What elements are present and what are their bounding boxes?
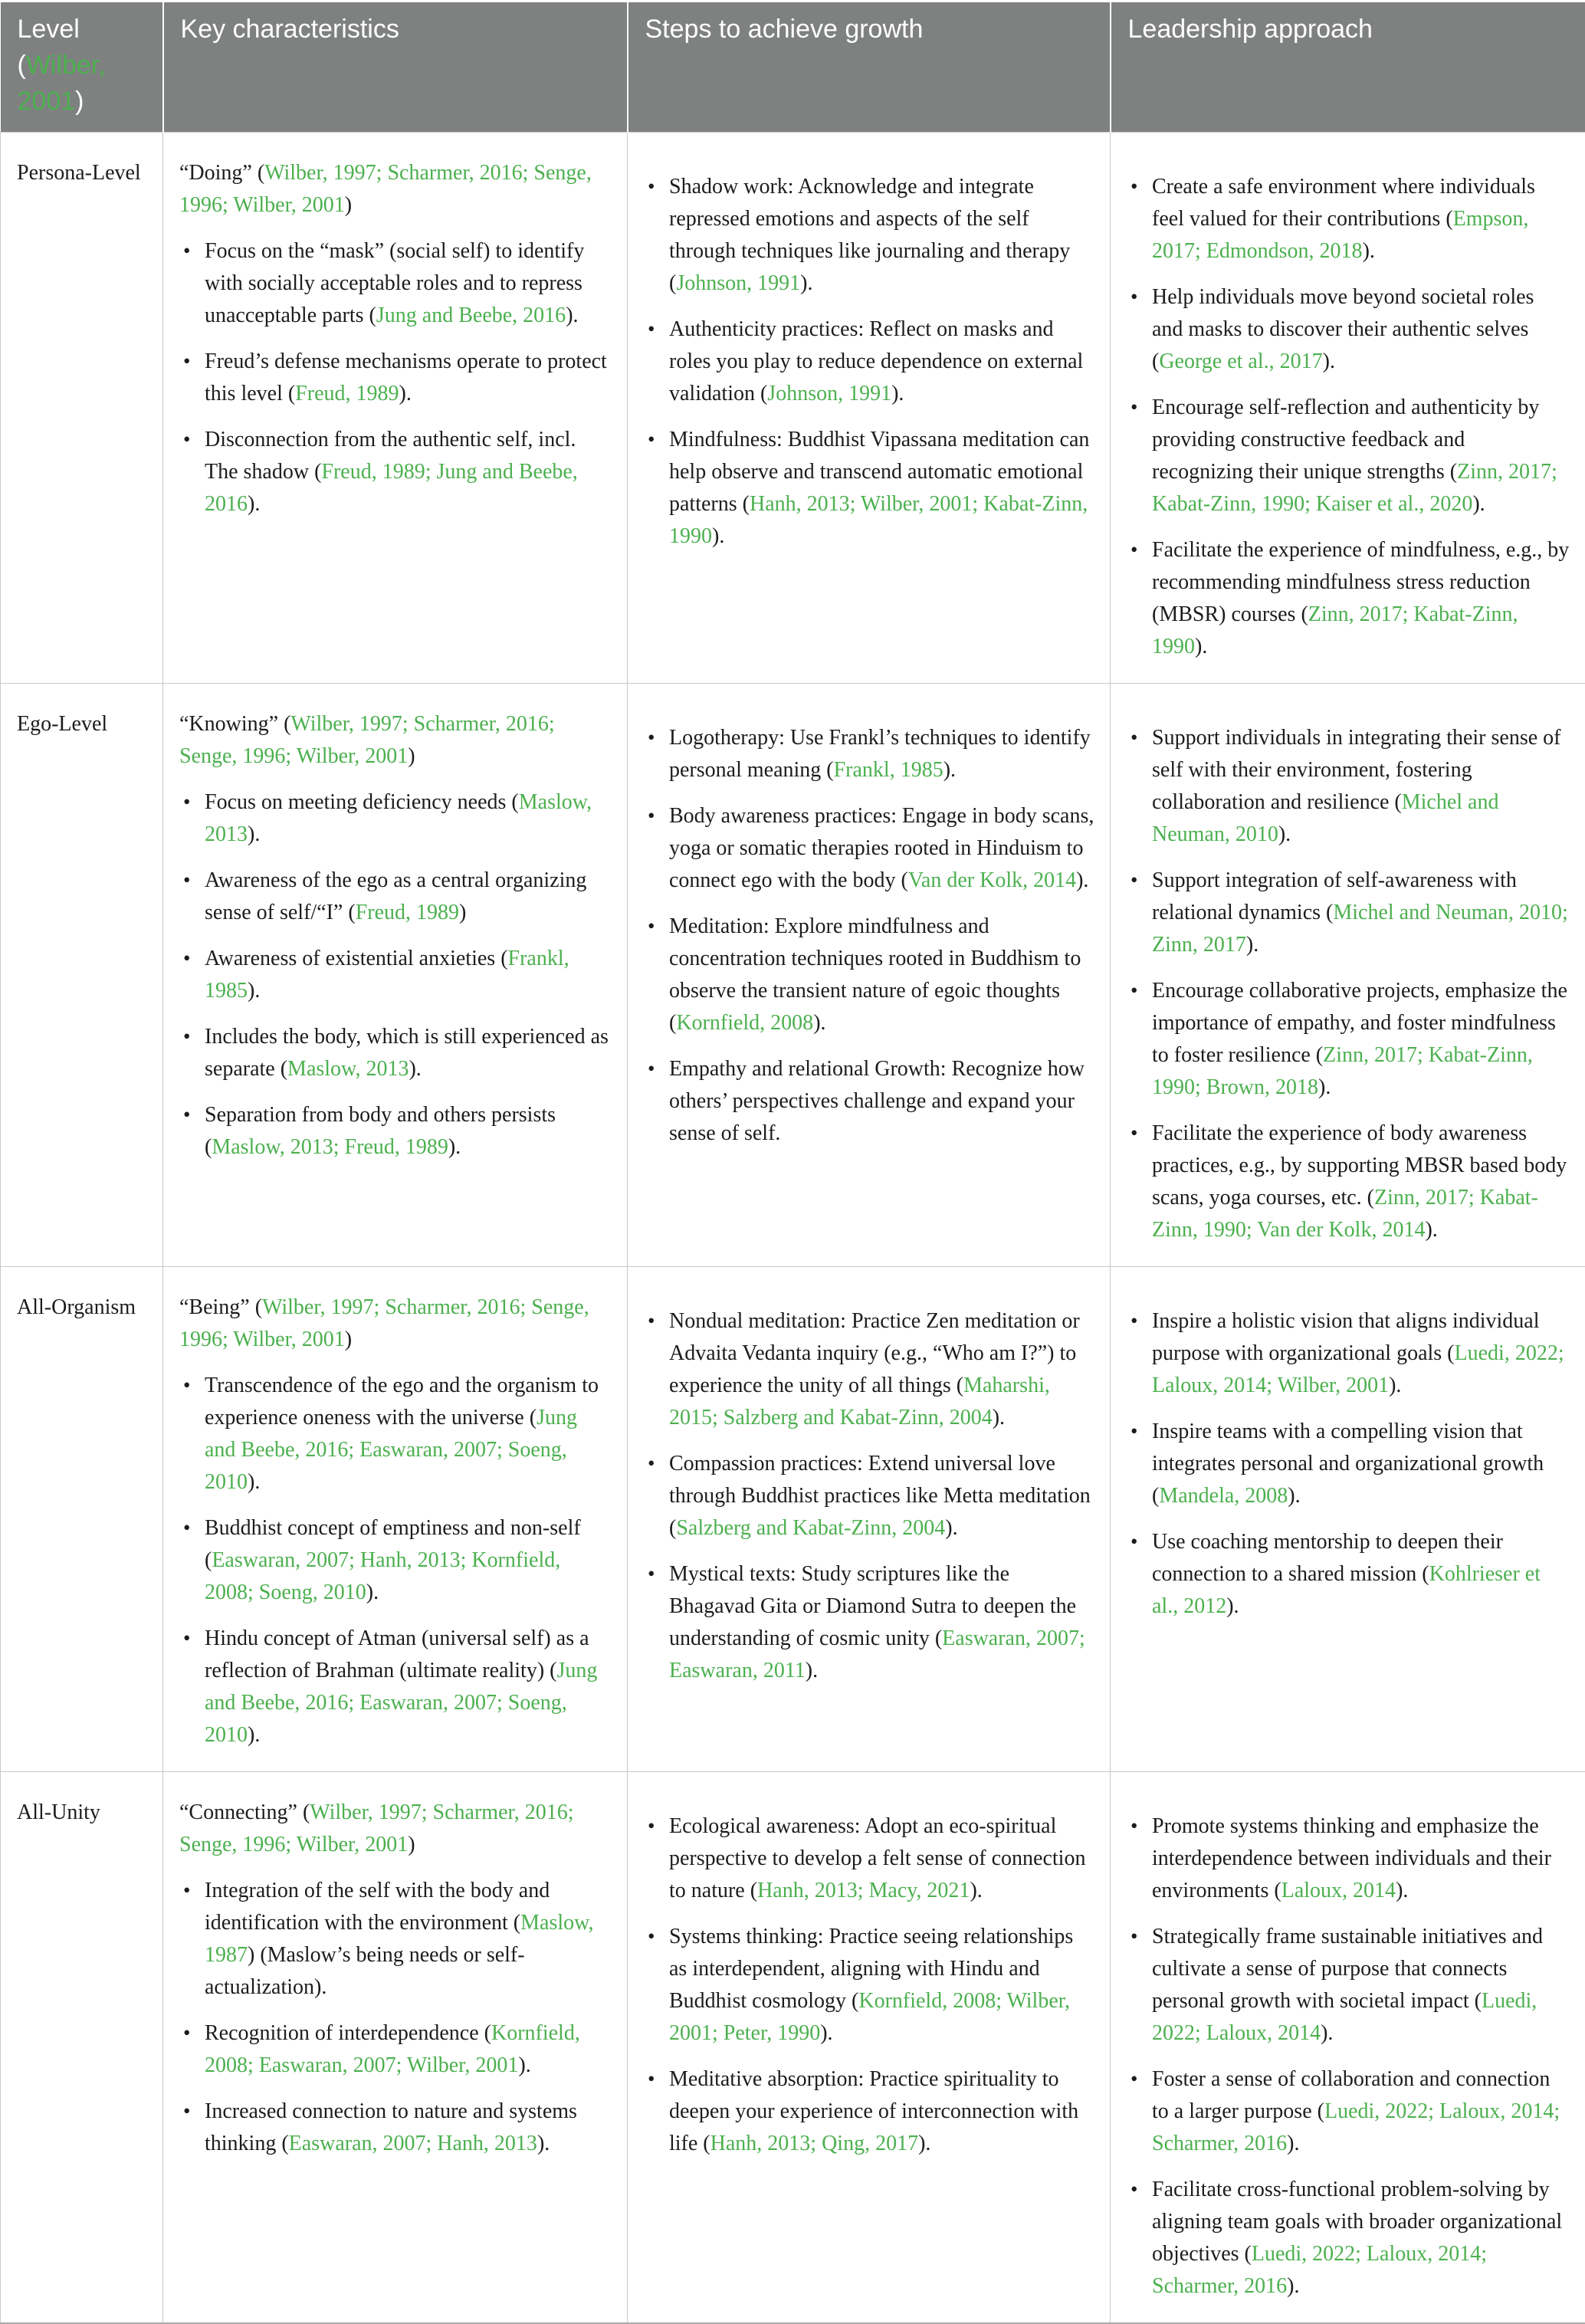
text-segment: ). — [248, 1470, 260, 1494]
citation-link[interactable]: Michel and Neuman, 2010; Zinn, 2017 — [1152, 901, 1568, 957]
text-segment: Foster a sense of collaboration and connection to a larger purpose ( — [1152, 2067, 1550, 2123]
bullet-list — [644, 722, 1094, 1150]
text-segment: Integration of the self with the body and identification with the environment ( — [205, 1879, 550, 1935]
text-segment: Encourage self-reflection and authenticity by providing constructive feedback and recognizing their unique strengths ( — [1152, 396, 1539, 484]
header-leadership: Leadership approach — [1111, 2, 1585, 133]
citation-link[interactable]: Wilber, 1997; Scharmer, 2016; Senge, 1996; Wilber, 2001 — [179, 1295, 589, 1351]
text-segment: Create a safe environment where individuals feel valued for their contributions ( — [1152, 175, 1535, 231]
list-item — [179, 1623, 612, 1751]
text-segment: ). — [1396, 1879, 1408, 1902]
header-key-characteristics: Key characteristics — [163, 2, 628, 133]
cell-intro — [179, 1292, 612, 1356]
citation-link[interactable]: Maslow, 2013 — [287, 1057, 409, 1081]
bullet-list — [644, 1810, 1094, 2160]
cell-steps — [628, 133, 1111, 684]
citation-link[interactable]: Easwaran, 2007; Hanh, 2013; Kornfield, 2008; Soeng, 2010 — [205, 1548, 560, 1604]
text-segment: ). — [366, 1581, 379, 1604]
text-segment: ). — [820, 2021, 832, 2045]
text-segment: Facilitate cross-functional problem-solving by aligning team goals with broader organizational objectives ( — [1152, 2178, 1562, 2266]
citation-link[interactable]: Luedi, 2022; Laloux, 2014; Scharmer, 2016 — [1152, 2099, 1560, 2155]
text-segment: ). — [409, 1057, 421, 1081]
list-item — [1127, 722, 1570, 851]
citation-link[interactable]: Hanh, 2013; Macy, 2021 — [757, 1879, 970, 1902]
text-segment: ). — [248, 979, 260, 1003]
text-segment: Meditation: Explore mindfulness and concentration techniques rooted in Buddhism to observe the transient nature of egoic thoughts ( — [669, 914, 1081, 1035]
text-segment: Focus on meeting deficiency needs ( — [205, 790, 519, 814]
list-item — [644, 2063, 1094, 2160]
citation-link[interactable]: Freud, 1989 — [295, 382, 399, 405]
citation-link[interactable]: Wilber, 1997; Scharmer, 2016; Senge, 1996; Wilber, 2001 — [179, 161, 592, 217]
text-segment: Hindu concept of Atman (universal self) as a reflection of Brahman (ultimate reality) ( — [205, 1626, 589, 1682]
list-item — [644, 722, 1094, 786]
list-item — [644, 1448, 1094, 1544]
list-item — [1127, 1526, 1570, 1623]
text-segment: ). — [1278, 822, 1291, 846]
text-segment: ). — [248, 822, 260, 846]
text-segment: ). — [1288, 1484, 1300, 1508]
cell-steps — [628, 1772, 1111, 2324]
cell-leadership — [1111, 1772, 1585, 2324]
cell-level: Persona-Level — [1, 133, 163, 684]
text-segment: “Connecting” ( — [179, 1800, 310, 1824]
text-segment: ). — [1425, 1218, 1437, 1242]
text-segment: ). — [1287, 2274, 1299, 2298]
text-segment: ) (Maslow’s being needs or self-actualization). — [205, 1943, 525, 1999]
list-item — [644, 424, 1094, 553]
list-item — [1127, 1810, 1570, 1907]
text-segment: ). — [518, 2053, 530, 2077]
citation-link[interactable]: Johnson, 1991 — [767, 382, 891, 405]
citation-link[interactable]: Frankl, 1985 — [205, 947, 569, 1003]
text-segment: Disconnection from the authentic self, incl. The shadow ( — [205, 428, 576, 484]
bullet-list — [179, 1370, 612, 1751]
text-segment: Help individuals move beyond societal roles and masks to discover their authentic selves ( — [1152, 285, 1534, 373]
citation-link[interactable]: Kohlrieser et al., 2012 — [1152, 1562, 1541, 1618]
cell-steps — [628, 684, 1111, 1267]
list-item — [1127, 2063, 1570, 2160]
list-item — [644, 1810, 1094, 1907]
text-segment: ) — [75, 87, 84, 116]
text-segment: ). — [1472, 492, 1485, 516]
citation-link[interactable]: Maslow, 2013 — [205, 790, 592, 846]
citation-link[interactable]: Wilber, 1997; Scharmer, 2016; Senge, 1996; Wilber, 2001 — [179, 1800, 574, 1856]
citation-link[interactable]: Van der Kolk, 2014 — [908, 868, 1076, 892]
text-segment: ). — [806, 1659, 818, 1682]
text-segment: ) — [345, 1328, 352, 1351]
text-segment: Inspire a holistic vision that aligns individual purpose with organizational goals ( — [1152, 1309, 1540, 1365]
text-segment: Nondual meditation: Practice Zen meditation or Advaita Vedanta inquiry (e.g., “Who am I?”) to experience the unity of all things ( — [669, 1309, 1080, 1397]
citation-link[interactable]: Luedi, 2022; Laloux, 2014; Scharmer, 2016 — [1152, 2242, 1487, 2298]
text-segment: Awareness of the ego as a central organizing sense of self/“I” ( — [205, 868, 586, 924]
text-segment: ). — [1323, 350, 1335, 373]
text-segment: Support individuals in integrating their sense of self with their environment, fostering collaboration and resilience ( — [1152, 726, 1560, 814]
list-item — [179, 235, 612, 332]
header-steps: Steps to achieve growth — [628, 2, 1111, 133]
bullet-list — [644, 171, 1094, 553]
list-item — [644, 1305, 1094, 1434]
cell-leadership — [1111, 133, 1585, 684]
text-segment: Empathy and relational Growth: Recognize how others’ perspectives challenge and expand your sense of self. — [669, 1057, 1085, 1145]
text-segment: ). — [1076, 868, 1088, 892]
text-segment: ). — [1321, 2021, 1333, 2045]
citation-link[interactable]: Easwaran, 2007; Hanh, 2013 — [289, 2132, 537, 2155]
text-segment: Promote systems thinking and emphasize the interdependence between individuals and their environments ( — [1152, 1814, 1551, 1902]
text-segment: Inspire teams with a compelling vision that integrates personal and organizational growth ( — [1152, 1420, 1544, 1508]
cell-intro — [179, 708, 612, 773]
list-item — [1127, 865, 1570, 961]
citation-link[interactable]: Luedi, 2022; Laloux, 2014 — [1152, 1989, 1537, 2045]
list-item — [1127, 2174, 1570, 2303]
text-segment: Buddhist concept of emptiness and non-self ( — [205, 1516, 581, 1572]
text-segment: Systems thinking: Practice seeing relationships as interdependent, aligning with Hindu and Buddhist cosmology ( — [669, 1925, 1073, 2013]
text-segment: Freud’s defense mechanisms operate to protect this level ( — [205, 350, 607, 405]
bullet-list — [1127, 171, 1570, 663]
list-item — [179, 1099, 612, 1164]
list-item — [179, 346, 612, 410]
text-segment: ). — [993, 1406, 1005, 1430]
cell-leadership — [1111, 1267, 1585, 1772]
citation-link[interactable]: Frankl, 1985 — [834, 758, 943, 782]
citation-link[interactable]: Kornfield, 2008; Easwaran, 2007; Wilber, 2001 — [205, 2021, 580, 2077]
list-item — [179, 865, 612, 929]
citation-link[interactable]: Zinn, 2017; Kabat-Zinn, 1990; Brown, 2018 — [1152, 1043, 1533, 1099]
table-row — [1, 1267, 1585, 1772]
text-segment: ). — [712, 524, 724, 548]
list-item — [1127, 1921, 1570, 2050]
citation-link[interactable]: Maharshi, 2015; Salzberg and Kabat-Zinn, 2004 — [669, 1374, 1050, 1430]
text-segment: ). — [248, 1723, 260, 1747]
citation-link[interactable]: Maslow, 1987 — [205, 1911, 594, 1967]
bullet-list — [1127, 1305, 1570, 1623]
list-item — [179, 2096, 612, 2160]
list-item — [1127, 975, 1570, 1104]
text-segment: Focus on the “mask” (social self) to identify with socially acceptable roles and to repress unacceptable parts ( — [205, 239, 584, 327]
cell-level: All-Organism — [1, 1267, 163, 1772]
list-item — [644, 1053, 1094, 1150]
list-item — [1127, 1118, 1570, 1246]
text-segment: ) — [408, 744, 415, 768]
table-body — [1, 133, 1585, 2324]
text-segment: Strategically frame sustainable initiatives and cultivate a sense of purpose that connects personal growth with societal impact ( — [1152, 1925, 1543, 2013]
text-segment: Support integration of self-awareness with relational dynamics ( — [1152, 868, 1517, 924]
citation-link[interactable]: Wilber, 1997; Scharmer, 2016; Senge, 1996; Wilber, 2001 — [179, 712, 555, 768]
text-segment: Facilitate the experience of mindfulness, e.g., by recommending mindfulness stress reduction (MBSR) courses ( — [1152, 538, 1569, 626]
list-item — [1127, 171, 1570, 268]
citation-link[interactable]: Wilber, 2001 — [18, 51, 106, 116]
citation-link[interactable]: Empson, 2017; Edmondson, 2018 — [1152, 207, 1528, 263]
list-item — [1127, 392, 1570, 520]
text-segment: Increased connection to nature and systems thinking ( — [205, 2099, 577, 2155]
list-item — [1127, 534, 1570, 663]
cell-key-characteristics — [163, 1772, 628, 2324]
text-segment: ). — [1389, 1374, 1401, 1397]
text-segment: ). — [1226, 1594, 1239, 1618]
text-segment: Meditative absorption: Practice spirituality to deepen your experience of interconnection with life ( — [669, 2067, 1078, 2155]
text-segment: ). — [918, 2132, 930, 2155]
text-segment: ). — [1287, 2132, 1299, 2155]
cell-intro — [179, 157, 612, 222]
cell-level: Ego-Level — [1, 684, 163, 1267]
citation-link[interactable]: Hanh, 2013; Wilber, 2001; Kabat-Zinn, 1990 — [669, 492, 1088, 548]
text-segment: “Doing” ( — [179, 161, 264, 185]
citation-link[interactable]: Zinn, 2017; Kabat-Zinn, 1990; Van der Kolk, 2014 — [1152, 1186, 1538, 1242]
bullet-list — [1127, 722, 1570, 1246]
citation-link[interactable]: Jung and Beebe, 2016; Easwaran, 2007; Soeng, 2010 — [205, 1406, 577, 1494]
citation-link[interactable]: Luedi, 2022; Laloux, 2014; Wilber, 2001 — [1152, 1341, 1564, 1397]
cell-intro — [179, 1797, 612, 1861]
text-segment: ). — [1363, 239, 1375, 263]
text-segment: Mindfulness: Buddhist Vipassana meditation can help observe and transcend automatic emotional patterns ( — [669, 428, 1089, 516]
text-segment: ). — [800, 271, 812, 295]
cell-key-characteristics — [163, 1267, 628, 1772]
list-item — [179, 1370, 612, 1498]
citation-link[interactable]: Hanh, 2013; Qing, 2017 — [710, 2132, 918, 2155]
text-segment: ) — [345, 193, 352, 217]
text-segment: ) — [459, 901, 466, 924]
list-item — [179, 2017, 612, 2082]
text-segment: ). — [813, 1011, 825, 1035]
list-item — [644, 911, 1094, 1039]
text-segment: Logotherapy: Use Frankl’s techniques to identify personal meaning ( — [669, 726, 1091, 782]
citation-link[interactable]: Kornfield, 2008; Wilber, 2001; Peter, 1990 — [669, 1989, 1070, 2045]
text-segment: “Being” ( — [179, 1295, 262, 1319]
citation-link[interactable]: Freud, 1989; Jung and Beebe, 2016 — [205, 460, 578, 516]
text-segment: Use coaching mentorship to deepen their connection to a shared mission ( — [1152, 1530, 1503, 1586]
text-segment: ). — [1318, 1075, 1331, 1099]
text-segment: Compassion practices: Extend universal love through Buddhist practices like Metta meditation ( — [669, 1452, 1091, 1540]
text-segment: “Knowing” ( — [179, 712, 290, 736]
cell-level: All-Unity — [1, 1772, 163, 2324]
bullet-list — [644, 1305, 1094, 1687]
cell-key-characteristics — [163, 684, 628, 1267]
text-segment: Shadow work: Acknowledge and integrate repressed emotions and aspects of the self through techniques like journaling and therapy ( — [669, 175, 1070, 295]
list-item — [179, 943, 612, 1007]
citation-link[interactable]: Salzberg and Kabat-Zinn, 2004 — [676, 1516, 945, 1540]
bullet-list — [179, 1875, 612, 2160]
citation-link[interactable]: Kornfield, 2008 — [676, 1011, 813, 1035]
citation-link[interactable]: George et al., 2017 — [1159, 350, 1322, 373]
text-segment: ). — [943, 758, 956, 782]
citation-link[interactable]: Jung and Beebe, 2016 — [376, 304, 566, 327]
list-item — [179, 786, 612, 851]
text-segment: Mystical texts: Study scriptures like the Bhagavad Gita or Diamond Sutra to deepen the understanding of cosmic unity ( — [669, 1562, 1076, 1650]
text-segment: ). — [448, 1135, 461, 1159]
text-segment: ). — [248, 492, 260, 516]
text-segment: ). — [537, 2132, 550, 2155]
text-segment: ). — [945, 1516, 957, 1540]
bullet-list — [1127, 1810, 1570, 2303]
text-segment: ). — [970, 1879, 982, 1902]
text-segment: ). — [566, 304, 578, 327]
text-segment: ). — [399, 382, 412, 405]
list-item — [179, 424, 612, 520]
cell-leadership — [1111, 684, 1585, 1267]
header-level — [1, 2, 163, 133]
text-segment: Level ( — [18, 15, 80, 80]
list-item — [644, 1558, 1094, 1687]
list-item — [179, 1021, 612, 1085]
table-header-row — [1, 2, 1585, 133]
citation-link[interactable]: Jung and Beebe, 2016; Easwaran, 2007; Soeng, 2010 — [205, 1659, 597, 1747]
text-segment: ). — [891, 382, 904, 405]
levels-table — [0, 2, 1585, 2324]
list-item — [1127, 1305, 1570, 1402]
text-segment: Body awareness practices: Engage in body scans, yoga or somatic therapies rooted in Hinduism to connect ego with the body ( — [669, 804, 1094, 892]
text-segment: Transcendence of the ego and the organism to experience oneness with the universe ( — [205, 1374, 599, 1430]
text-segment: ). — [1246, 933, 1258, 957]
list-item — [179, 1875, 612, 2004]
list-item — [179, 1512, 612, 1609]
list-item — [644, 800, 1094, 897]
text-segment: Includes the body, which is still experienced as separate ( — [205, 1025, 609, 1081]
table-row — [1, 1772, 1585, 2324]
cell-steps — [628, 1267, 1111, 1772]
text-segment: Awareness of existential anxieties ( — [205, 947, 508, 970]
list-item — [644, 171, 1094, 300]
table-row — [1, 684, 1585, 1267]
citation-link[interactable]: Zinn, 2017; Kabat-Zinn, 1990 — [1152, 602, 1518, 658]
text-segment: ) — [408, 1833, 415, 1856]
text-segment: Separation from body and others persists ( — [205, 1103, 556, 1159]
list-item — [1127, 1416, 1570, 1512]
citation-link[interactable]: Johnson, 1991 — [676, 271, 800, 295]
table-row — [1, 133, 1585, 684]
citation-link[interactable]: Easwaran, 2007; Easwaran, 2011 — [669, 1626, 1085, 1682]
list-item — [644, 313, 1094, 410]
text-segment: Encourage collaborative projects, emphasize the importance of empathy, and foster mindfulness to foster resilience ( — [1152, 979, 1567, 1067]
bullet-list — [179, 235, 612, 520]
citation-link[interactable]: Michel and Neuman, 2010 — [1152, 790, 1499, 846]
citation-link[interactable]: Mandela, 2008 — [1159, 1484, 1288, 1508]
text-segment: Recognition of interdependence ( — [205, 2021, 491, 2045]
text-segment: Facilitate the experience of body awareness practices, e.g., by supporting MBSR based body scans, yoga courses, etc. ( — [1152, 1121, 1567, 1210]
text-segment: ). — [1195, 635, 1207, 658]
bullet-list — [179, 786, 612, 1164]
text-segment: Authenticity practices: Reflect on masks and roles you play to reduce dependence on external validation ( — [669, 317, 1083, 405]
citation-link[interactable]: Freud, 1989 — [356, 901, 459, 924]
list-item — [644, 1921, 1094, 2050]
citation-link[interactable]: Zinn, 2017; Kabat-Zinn, 1990; Kaiser et al., 2020 — [1152, 460, 1557, 516]
cell-key-characteristics — [163, 133, 628, 684]
citation-link[interactable]: Laloux, 2014 — [1281, 1879, 1396, 1902]
text-segment: Ecological awareness: Adopt an eco-spiritual perspective to develop a felt sense of connection to nature ( — [669, 1814, 1085, 1902]
list-item — [1127, 281, 1570, 378]
citation-link[interactable]: Maslow, 2013; Freud, 1989 — [212, 1135, 448, 1159]
